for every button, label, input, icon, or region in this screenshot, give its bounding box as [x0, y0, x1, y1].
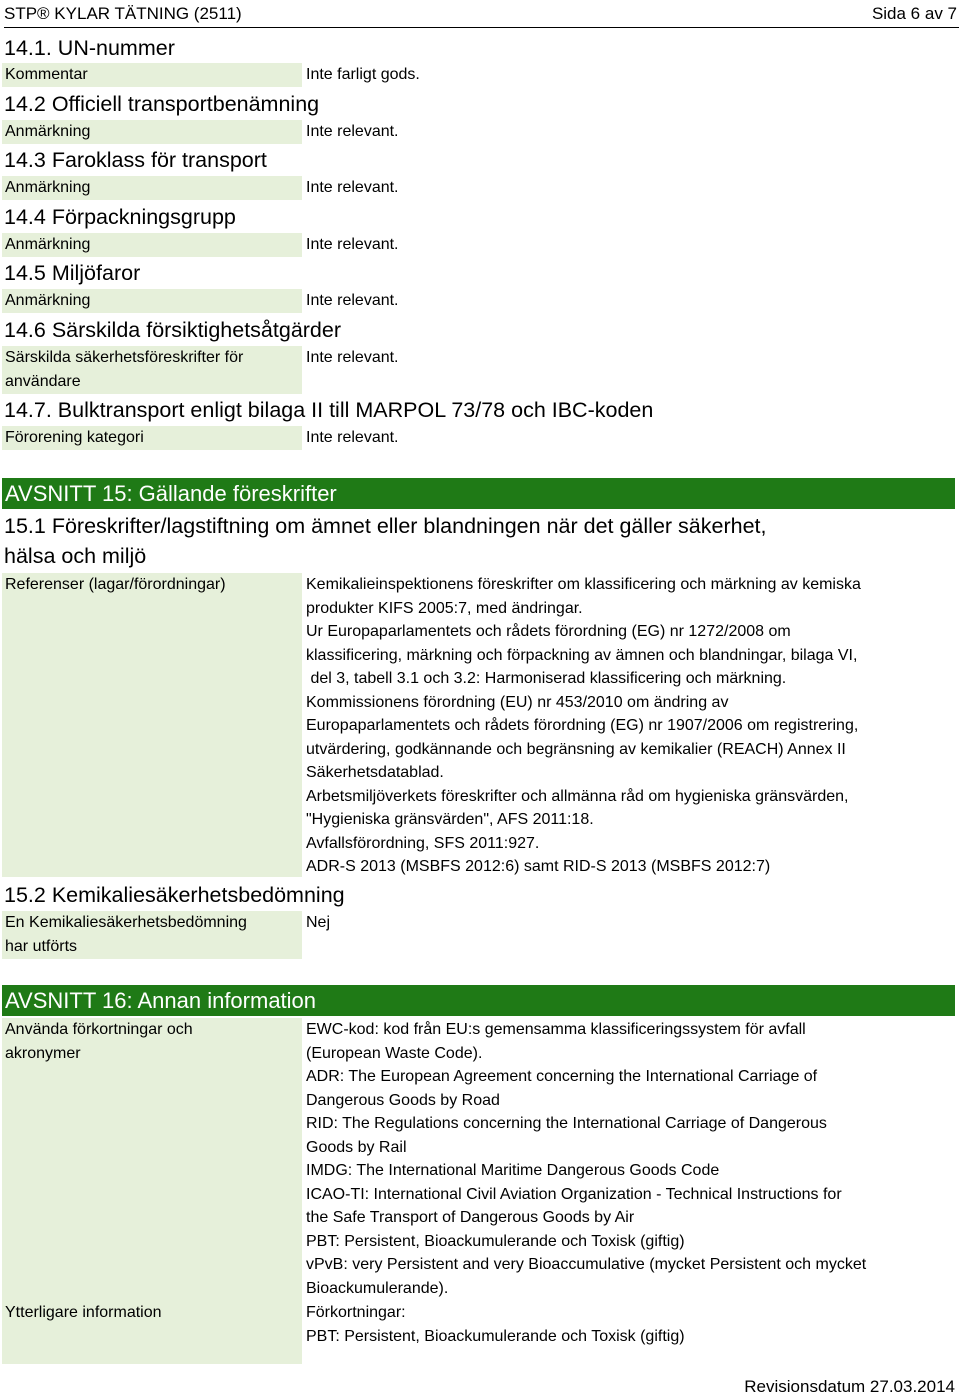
value-precautions: Inte relevant. — [306, 349, 399, 366]
label-line: En Kemikaliesäkerhetsbedömning — [5, 914, 247, 931]
reference-line: Ur Europaparlamentets och rådets förordning (EG) nr 1272/2008 om — [306, 623, 791, 640]
label-kommentar: Kommentar — [2, 63, 302, 87]
reference-line: "Hygieniska gränsvärden", AFS 2011:18. — [306, 811, 594, 828]
value-un-number: Inte farligt gods. — [306, 66, 420, 83]
section-16-title: AVSNITT 16: Annan information — [2, 985, 955, 1016]
page-header — [4, 3, 959, 28]
page-indicator: Sida 6 av 7 — [871, 4, 957, 23]
value-env-hazards: Inte relevant. — [306, 292, 399, 309]
heading-14-3: 14.3 Faroklass för transport — [4, 148, 267, 172]
reference-line: Säkerhetsdatablad. — [306, 764, 444, 781]
reference-line: produkter KIFS 2005:7, med ändringar. — [306, 599, 583, 617]
label-line: har utförts — [5, 937, 78, 955]
abbreviation-line: ICAO-TI: International Civil Aviation Organization - Technical Instructions for — [306, 1185, 842, 1203]
abbreviation-line: PBT: Persistent, Bioackumulerande och Toxisk (giftig) — [306, 1232, 685, 1250]
value-additional-info — [306, 1301, 946, 1348]
reference-line: ADR-S 2013 (MSBFS 2012:6) samt RID-S 2013 (MSBFS 2012:7) — [306, 858, 771, 875]
value-hazard-class: Inte relevant. — [306, 179, 399, 196]
abbreviation-line: the Safe Transport of Dangerous Goods by Air — [306, 1209, 635, 1226]
heading-14-5: 14.5 Miljöfaror — [4, 261, 141, 285]
abbreviation-line: vPvB: very Persistent and very Bioaccumulative (mycket Persistent och mycket — [306, 1256, 867, 1273]
additional-line: PBT: Persistent, Bioackumulerande och Toxisk (giftig) — [306, 1327, 685, 1345]
revision-date: Revisionsdatum 27.03.2014 — [744, 1377, 955, 1396]
label-anmarkning: Anmärkning — [2, 233, 302, 257]
reference-line: klassificering, märkning och förpackning av ämnen och blandningar, bilaga VI, — [306, 646, 858, 664]
abbreviation-line: RID: The Regulations concerning the International Carriage of Dangerous — [306, 1115, 827, 1132]
label-line: Särskilda säkerhetsföreskrifter för — [5, 349, 244, 366]
label-fororening-kategori: Förorening kategori — [2, 426, 302, 450]
value-packing-group: Inte relevant. — [306, 236, 399, 253]
heading-14-6: 14.6 Särskilda försiktighetsåtgärder — [4, 318, 342, 342]
heading-line: hälsa och miljö — [4, 544, 147, 568]
heading-15-1 — [4, 513, 766, 569]
abbreviation-line: Bioackumulerande). — [306, 1279, 449, 1297]
label-sarskilda-sakerhetsforeskrifter — [2, 346, 302, 394]
additional-line: Förkortningar: — [306, 1304, 406, 1321]
reference-line: utvärdering, godkännande och begränsning av kemikalier (REACH) Annex II — [306, 740, 846, 758]
value-references — [306, 573, 946, 879]
reference-line: Kemikalieinspektionens föreskrifter om klassificering och märkning av kemiska — [306, 576, 861, 593]
value-abbreviations — [306, 1018, 946, 1300]
reference-line: Avfallsförordning, SFS 2011:927. — [306, 834, 540, 852]
heading-14-7: 14.7. Bulktransport enligt bilaga II till MARPOL 73/78 och IBC-koden — [4, 398, 654, 422]
label-line: Använda förkortningar och — [5, 1021, 193, 1038]
heading-15-2: 15.2 Kemikaliesäkerhetsbedömning — [4, 883, 345, 907]
value-bulk: Inte relevant. — [306, 429, 399, 446]
abbreviation-line: IMDG: The International Maritime Dangerous Goods Code — [306, 1162, 720, 1179]
label-referenser: Referenser (lagar/förordningar) — [2, 573, 302, 877]
abbreviation-line: Dangerous Goods by Road — [306, 1091, 500, 1109]
abbreviation-line: (European Waste Code). — [306, 1044, 483, 1062]
label-line: akronymer — [5, 1044, 81, 1062]
value-shipping-name: Inte relevant. — [306, 123, 399, 140]
label-anmarkning: Anmärkning — [2, 120, 302, 144]
reference-line: del 3, tabell 3.1 och 3.2: Harmoniserad klassificering och märkning. — [306, 670, 787, 687]
abbreviation-line: EWC-kod: kod från EU:s gemensamma klassificeringssystem för avfall — [306, 1021, 806, 1038]
reference-line: Kommissionens förordning (EU) nr 453/2010 om ändring av — [306, 693, 729, 711]
label-anmarkning: Anmärkning — [2, 176, 302, 200]
label-anmarkning: Anmärkning — [2, 289, 302, 313]
heading-14-1: 14.1. UN-nummer — [4, 36, 175, 60]
value-chemical-safety-assessment: Nej — [306, 914, 331, 931]
abbreviation-line: Goods by Rail — [306, 1138, 407, 1156]
document-title: STP® KYLAR TÄTNING (2511) — [4, 4, 242, 23]
section-15-title: AVSNITT 15: Gällande föreskrifter — [2, 478, 955, 509]
label-line: användare — [5, 372, 81, 390]
label-kemikaliesakerhetsbedomning — [2, 911, 302, 959]
heading-line: 15.1 Föreskrifter/lagstiftning om ämnet eller blandningen när det gäller säkerhet, — [4, 514, 767, 538]
heading-14-4: 14.4 Förpackningsgrupp — [4, 205, 236, 229]
reference-line: Arbetsmiljöverkets föreskrifter och allmänna råd om hygieniska gränsvärden, — [306, 787, 849, 805]
abbreviation-line: ADR: The European Agreement concerning the International Carriage of — [306, 1068, 818, 1085]
heading-14-2: 14.2 Officiell transportbenämning — [4, 92, 320, 116]
reference-line: Europaparlamentets och rådets förordning (EG) nr 1907/2006 om registrering, — [306, 717, 859, 734]
